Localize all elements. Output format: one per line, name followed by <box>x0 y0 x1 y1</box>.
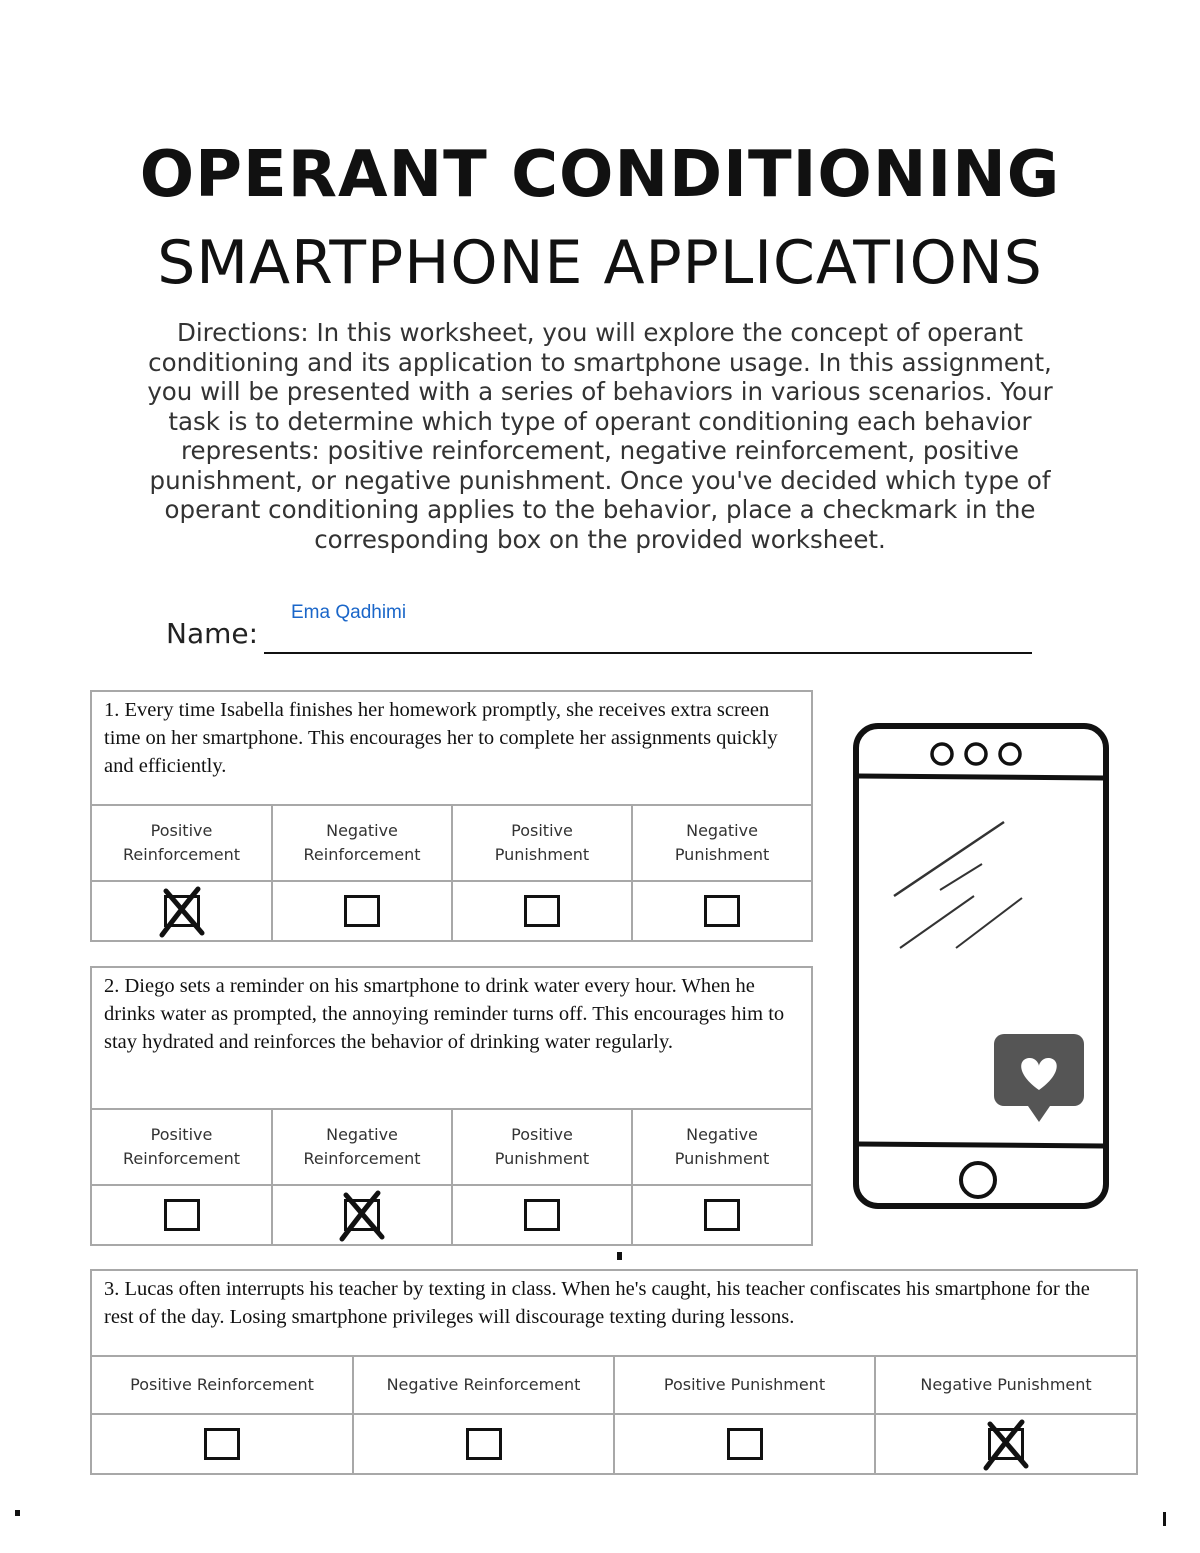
question-3-table <box>90 1269 1138 1475</box>
q1-checkbox-negative-reinforcement[interactable] <box>344 895 380 927</box>
question-2-table <box>90 966 813 1246</box>
name-underline <box>264 652 1032 654</box>
q3-checkbox-positive-reinforcement[interactable] <box>204 1428 240 1460</box>
directions-text: Directions: In this worksheet, you will explore the concept of operant conditioning and its application to smartphone usage. In this assignment, you will be presented with a series of behaviors in various scenarios. Your task is to determine which type of operant conditioning each behavior represents: positive reinforcement, negative reinforcement, positive punishment, or negative punishment. Once you've decided which type of operant conditioning applies to the behavior, place a checkmark in the corresponding box on the provided worksheet. <box>147 318 1053 554</box>
question-1-table <box>90 690 813 942</box>
q1-checkbox-positive-punishment[interactable] <box>524 895 560 927</box>
q2-checkbox-positive-reinforcement[interactable] <box>164 1199 200 1231</box>
checkmark-x-icon <box>976 1416 1036 1472</box>
stray-mark <box>15 1510 20 1516</box>
stray-mark <box>617 1252 622 1260</box>
checkmark-x-icon <box>332 1187 392 1243</box>
q1-option-negative-punishment: Negative Punishment <box>632 805 812 881</box>
checkmark-x-icon <box>152 883 212 939</box>
name-field[interactable]: Ema Qadhimi <box>291 602 407 623</box>
q1-checkbox-negative-punishment[interactable] <box>704 895 740 927</box>
q3-checkbox-negative-punishment[interactable] <box>988 1428 1024 1460</box>
name-label: Name: <box>166 617 259 650</box>
page-subtitle: SMARTPHONE APPLICATIONS <box>157 228 1043 298</box>
question-2-prompt: 2. Diego sets a reminder on his smartphone to drink water every hour. When he drinks water as prompted, the annoying reminder turns off. This encourages him to stay hydrated and reinforces the behavior of drinking water regularly. <box>91 967 812 1109</box>
q3-checkbox-negative-reinforcement[interactable] <box>466 1428 502 1460</box>
q2-option-negative-reinforcement: Negative Reinforcement <box>272 1109 452 1185</box>
q3-checkbox-positive-punishment[interactable] <box>727 1428 763 1460</box>
q3-option-negative-reinforcement: Negative Reinforcement <box>353 1356 614 1414</box>
stray-mark <box>1163 1512 1166 1526</box>
q2-option-positive-punishment: Positive Punishment <box>452 1109 632 1185</box>
page-title: OPERANT CONDITIONING <box>139 138 1061 212</box>
q2-option-positive-reinforcement: Positive Reinforcement <box>91 1109 272 1185</box>
q2-checkbox-positive-punishment[interactable] <box>524 1199 560 1231</box>
q2-option-negative-punishment: Negative Punishment <box>632 1109 812 1185</box>
q1-option-positive-reinforcement: Positive Reinforcement <box>91 805 272 881</box>
q3-option-positive-punishment: Positive Punishment <box>614 1356 875 1414</box>
q3-option-positive-reinforcement: Positive Reinforcement <box>91 1356 353 1414</box>
question-3-prompt: 3. Lucas often interrupts his teacher by texting in class. When he's caught, his teacher confiscates his smartphone for the rest of the day. Losing smartphone privileges will discourage texting during lessons. <box>91 1270 1137 1356</box>
q1-option-negative-reinforcement: Negative Reinforcement <box>272 805 452 881</box>
q1-option-positive-punishment: Positive Punishment <box>452 805 632 881</box>
q2-checkbox-negative-punishment[interactable] <box>704 1199 740 1231</box>
q1-checkbox-positive-reinforcement[interactable] <box>164 895 200 927</box>
question-1-prompt: 1. Every time Isabella finishes her homework promptly, she receives extra screen time on her smartphone. This encourages her to complete her assignments quickly and efficiently. <box>91 691 812 805</box>
smartphone-illustration <box>850 718 1112 1212</box>
q3-option-negative-punishment: Negative Punishment <box>875 1356 1137 1414</box>
q2-checkbox-negative-reinforcement[interactable] <box>344 1199 380 1231</box>
